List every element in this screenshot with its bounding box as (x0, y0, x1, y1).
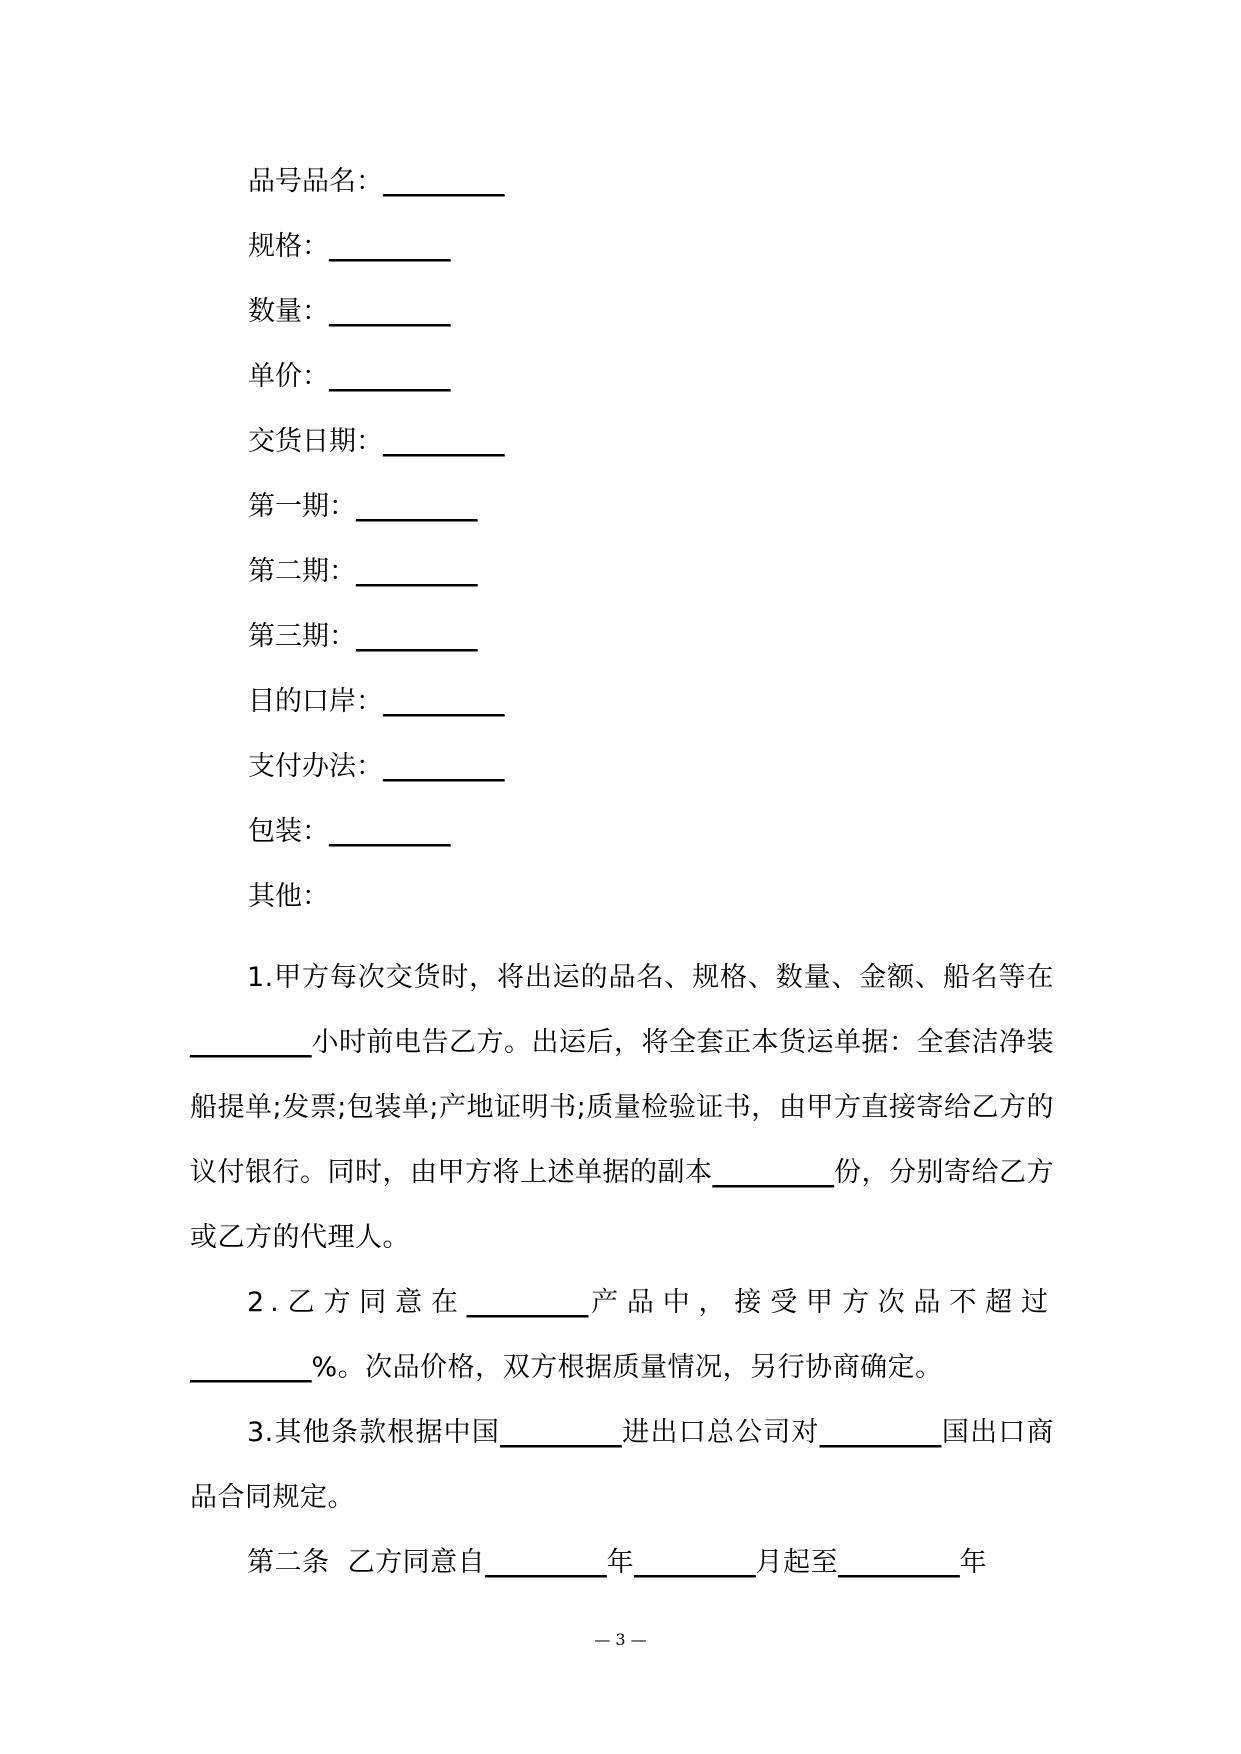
clauses (190, 945, 1054, 1595)
other-label: 其他： (248, 881, 329, 912)
field-row-packaging (248, 812, 1068, 877)
field-blank: _________ (356, 556, 478, 587)
clause-blank: _________ (500, 1417, 622, 1448)
clause-1 (190, 945, 1054, 1270)
clause-text: 3.其他条款根据中国 (247, 1417, 501, 1448)
clause-text: 2.乙方同意在 (247, 1287, 467, 1318)
field-label: 第二期： (248, 556, 356, 587)
field-blank: _________ (356, 621, 478, 652)
field-label: 数量： (248, 296, 329, 327)
field-row-unit-price (248, 357, 1068, 422)
field-label: 规格： (248, 231, 329, 262)
field-row-quantity (248, 292, 1068, 357)
clause-blank: _________ (712, 1157, 834, 1188)
field-blank: _________ (356, 491, 478, 522)
field-row-payment-method (248, 747, 1068, 812)
clause-3 (190, 1400, 1054, 1530)
clause-blank: _________ (190, 1027, 312, 1058)
clause-text: 份，分别寄给乙方或乙方的代理人。 (190, 1157, 1054, 1253)
clause-text: 年 (606, 1547, 635, 1578)
clause-text: 1.甲方每次交货时，将出运的品名、规格、数量、金额、船名等在 (247, 962, 1054, 993)
field-label: 品号品名： (248, 166, 383, 197)
clause-2 (190, 1270, 1054, 1400)
field-blank: _________ (329, 231, 451, 262)
clause-blank: _________ (485, 1547, 607, 1578)
clause-blank: _________ (838, 1547, 960, 1578)
field-label: 第三期： (248, 621, 356, 652)
clause-text: 进出口总公司对 (621, 1417, 820, 1448)
clause-text: 产品中，接受甲方次品不超过 (588, 1287, 1054, 1318)
field-label: 目的口岸： (248, 686, 383, 717)
clause-blank: _________ (466, 1287, 589, 1318)
field-blank: _________ (329, 296, 451, 327)
field-blank: _________ (383, 166, 505, 197)
clause-text: 小时前电告乙方。出运后，将全套正本货运单据：全套洁净装船提单;发票;包装单;产地证明书;质量检验证书，由甲方直接寄给乙方的议付银行。同时，由甲方将上述单据的副本 (190, 1027, 1054, 1188)
article-2 (190, 1530, 1054, 1595)
field-blank: _________ (383, 426, 505, 457)
field-blank: _________ (329, 816, 451, 847)
clause-text: 月起至 (755, 1547, 839, 1578)
field-row-product-name (248, 162, 1068, 227)
clause-text: %。次品价格，双方根据质量情况，另行协商确定。 (311, 1352, 943, 1383)
clause-blank: _________ (190, 1352, 312, 1383)
field-label: 包装： (248, 816, 329, 847)
field-blank: _________ (383, 686, 505, 717)
field-row-phase-two (248, 552, 1068, 617)
field-blank: _________ (329, 361, 451, 392)
field-label: 第一期： (248, 491, 356, 522)
clause-text: 国出口商品合同规定。 (190, 1417, 1055, 1513)
page-number: — 3 — (594, 1630, 647, 1649)
field-row-delivery-date (248, 422, 1068, 487)
field-label: 单价： (248, 361, 329, 392)
clause-blank: _________ (634, 1547, 756, 1578)
clause-text: 年 (959, 1547, 988, 1578)
clause-blank: _________ (819, 1417, 942, 1448)
field-row-phase-one (248, 487, 1068, 552)
clause-text: 第二条 乙方同意自 (247, 1547, 486, 1578)
field-row-destination-port (248, 682, 1068, 747)
field-row-specification (248, 227, 1068, 292)
field-label: 支付办法： (248, 751, 383, 782)
field-list (248, 162, 1068, 942)
field-label: 交货日期： (248, 426, 383, 457)
field-blank: _________ (383, 751, 505, 782)
field-row-phase-three (248, 617, 1068, 682)
